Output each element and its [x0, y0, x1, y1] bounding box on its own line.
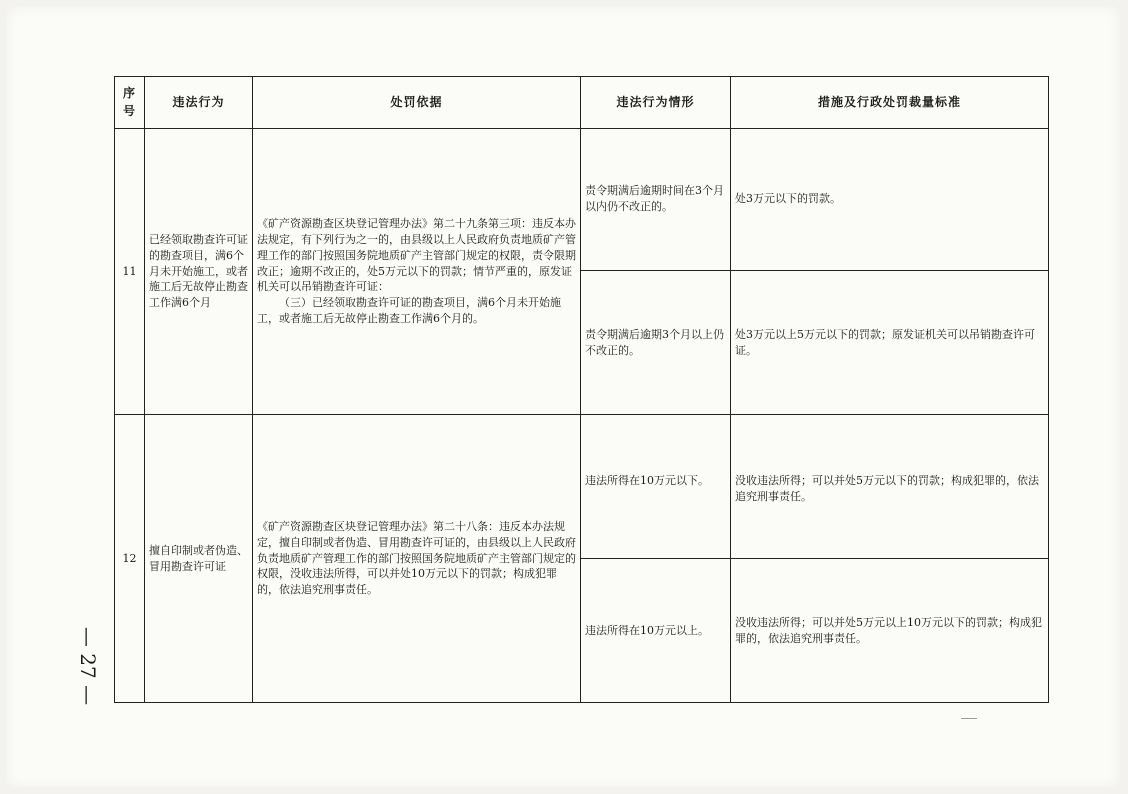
header-behavior: 违法行为	[145, 77, 253, 129]
row-number: 12	[115, 415, 145, 703]
table-header-row	[115, 77, 1049, 129]
penalty-standard: 处3万元以下的罚款。	[731, 129, 1049, 271]
page-number: — 27 —	[76, 626, 100, 706]
table-row	[115, 129, 1049, 271]
penalty-standard: 没收违法所得；可以并处5万元以下的罚款；构成犯罪的，依法追究刑事责任。	[731, 415, 1049, 559]
penalty-standard: 没收违法所得；可以并处5万元以上10万元以下的罚款；构成犯罪的，依法追究刑事责任。	[731, 559, 1049, 703]
header-number: 序号	[115, 77, 145, 129]
violation-behavior: 已经领取勘查许可证的勘查项目，满6个月未开始施工，或者施工后无故停止勘查工作满6个月	[145, 129, 253, 415]
violation-situation: 责令期满后逾期3个月以上仍不改正的。	[581, 271, 731, 415]
violation-behavior: 擅自印制或者伪造、冒用勘查许可证	[145, 415, 253, 703]
violation-situation: 责令期满后逾期时间在3个月以内仍不改正的。	[581, 129, 731, 271]
penalty-basis: 《矿产资源勘查区块登记管理办法》第二十八条：违反本办法规定，擅自印制或者伪造、冒用勘查许可证的，由县级以上人民政府负责地质矿产管理工作的部门按照国务院地质矿产主管部门规定的权限，没收违法所得，可以并处10万元以下的罚款；构成犯罪的，依法追究刑事责任。	[253, 415, 581, 703]
table-row	[115, 415, 1049, 559]
document-page	[6, 6, 1120, 788]
row-number: 11	[115, 129, 145, 415]
penalty-basis	[253, 129, 581, 415]
violation-situation: 违法所得在10万元以上。	[581, 559, 731, 703]
header-basis: 处罚依据	[253, 77, 581, 129]
header-situation: 违法行为情形	[581, 77, 731, 129]
penalty-standard: 处3万元以上5万元以下的罚款；原发证机关可以吊销勘查许可证。	[731, 271, 1049, 415]
basis-clause-text: （三）已经领取勘查许可证的勘查项目，满6个月未开始施工，或者施工后无故停止勘查工作满6个月的。	[257, 296, 561, 326]
basis-main-text: 《矿产资源勘查区块登记管理办法》第二十九条第三项：违反本办法规定，有下列行为之一的，由县级以上人民政府负责地质矿产管理工作的部门按照国务院地质矿产主管部门规定的权限，责令限期改正；逾期不改正的，处5万元以下的罚款；情节严重的，原发证机关可以吊销勘查许可证：	[257, 216, 576, 294]
page-mark	[961, 718, 977, 719]
header-standard: 措施及行政处罚裁量标准	[731, 77, 1049, 129]
penalty-standards-table	[114, 76, 1049, 703]
violation-situation: 违法所得在10万元以下。	[581, 415, 731, 559]
